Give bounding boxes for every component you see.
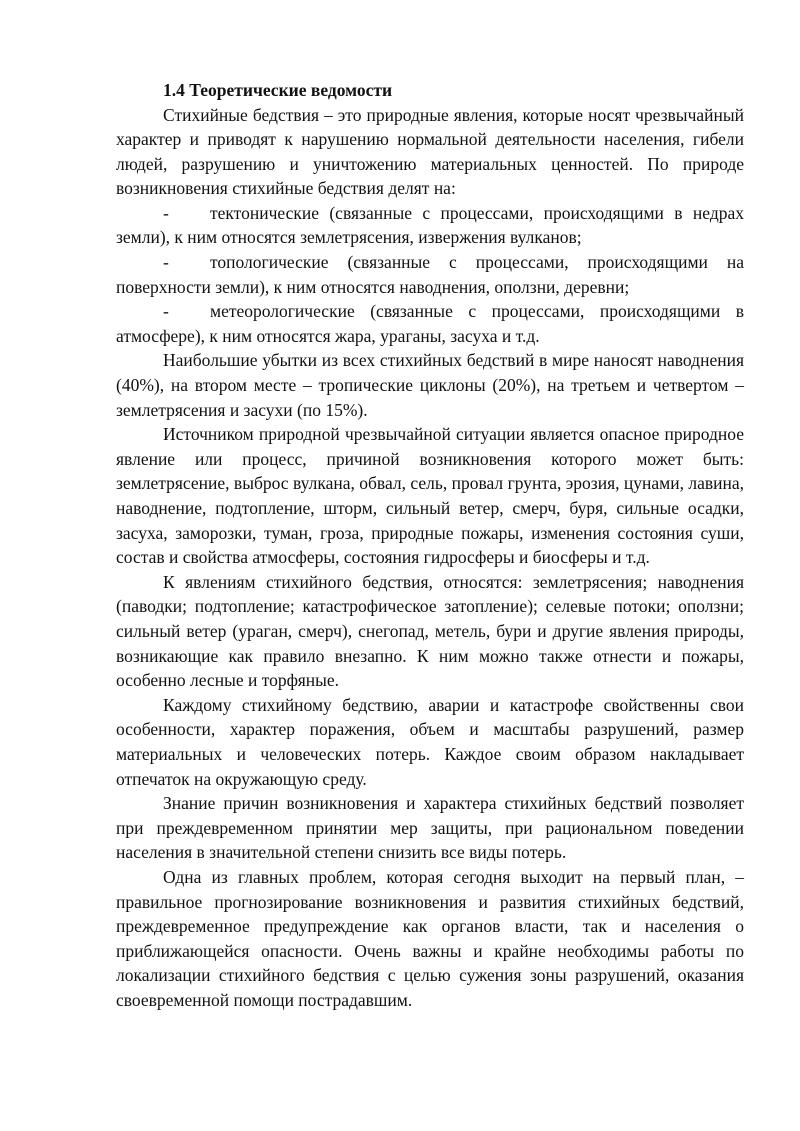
paragraph-features: Каждому стихийному бедствию, аварии и катастрофе свойственны свои особенности, характер поражения, объем и масштабы разрушений, размер материальных и человеческих потерь. Каждое своим образом накладывает отпечаток на окружающую среду. [116, 694, 744, 789]
list-item-text: тектонические (связанные с процессами, происходящими в недрах земли), к ним относятся землетрясения, извержения вулканов; [116, 202, 744, 248]
paragraph-intro: Стихийные бедствия – это природные явления, которые носят чрезвычайный характер и приводят к нарушению нормальной деятельности населения, гибели людей, разрушению и уничтожению материальных ценностей. По природе возникновения стихийные бедствия делят на: [116, 104, 744, 199]
list-item-text: топологические (связанные с процессами, происходящими на поверхности земли), к ним относятся наводнения, оползни, деревни; [116, 252, 744, 297]
list-item-tectonic [116, 201, 744, 250]
list-item-text: метеорологические (связанные с процессами, происходящими в атмосфере), к ним относятся жара, ураганы, засуха и т.д. [116, 301, 744, 346]
paragraph-sources: Источником природной чрезвычайной ситуации является опасное природное явление или процесс, причиной возникновения которого может быть: землетрясение, выброс вулкана, обвал, сель, провал грунта, эрозия, цунами, лавина, наводнение, подтопление, шторм, сильный ветер, смерч, буря, сильные осадки, засуха, заморозки, туман, гроза, природные пожары, изменения состояния суши, состав и свойства атмосферы, состояния гидросферы и биосферы и т.д. [116, 424, 744, 568]
paragraph-phenomena: К явлениям стихийного бедствия, относятся: землетрясения; наводнения (паводки; подтопление; катастрофическое затопление); селевые потоки; оползни; сильный ветер (ураган, смерч), снегопад, метель, бури и другие явления природы, возникающие как правило внезапно. К ним можно также отнести и пожары, особенно лесные и торфяные. [116, 571, 744, 691]
list-dash: - [163, 202, 169, 223]
list-item-topological [116, 250, 744, 299]
list-dash: - [163, 252, 169, 273]
paragraph-knowledge: Знание причин возникновения и характера стихийных бедствий позволяет при преждевременном принятии мер защиты, при рациональном поведении населения в значительной степени снизить все виды потерь. [116, 793, 744, 863]
paragraph-forecasting: Одна из главных проблем, которая сегодня выходит на первый план, – правильное прогнозирование возникновения и развития стихийных бедствий, преждевременное предупреждение как органов власти, так и населения о приближающейся опасности. Очень важны и крайне необходимы работы по локализации стихийного бедствия с целью сужения зоны разрушений, оказания своевременной помощи пострадавшим. [116, 866, 744, 1010]
section-heading: 1.4 Теоретические ведомости [163, 80, 393, 100]
list-dash: - [163, 301, 169, 322]
list-item-meteorological [116, 299, 744, 348]
paragraph-losses: Наибольшие убытки из всех стихийных бедствий в мире наносят наводнения (40%), на втором месте – тропические циклоны (20%), на третьем и четвертом – землетрясения и засухи (по 15%). [116, 350, 744, 420]
